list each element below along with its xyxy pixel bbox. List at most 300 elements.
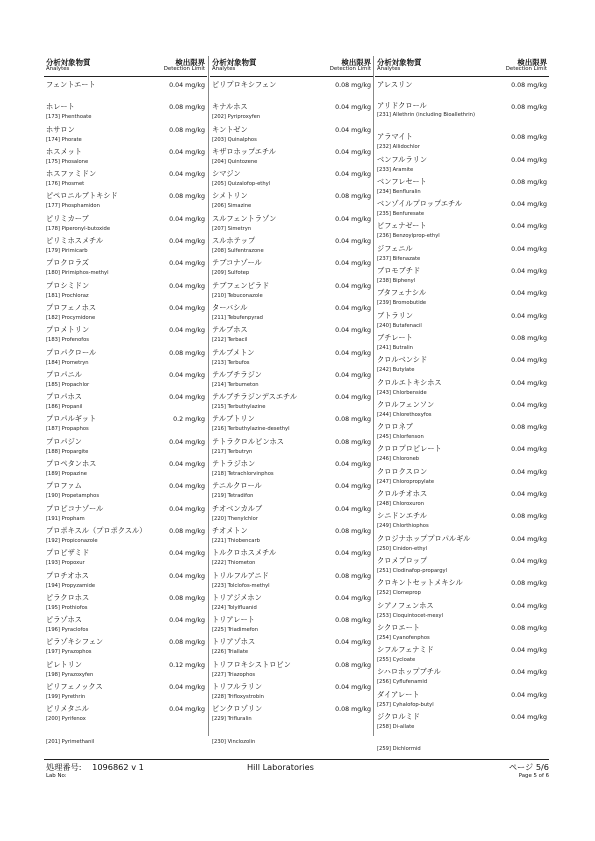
analyte-entry [375,154,549,176]
analyte-name-jp: テトラジホン [212,459,256,469]
analyte-name-jp: ピラゾホス [46,615,82,625]
analyte-entry [375,466,549,488]
analyte-name-en: [183] Profenofos [46,337,90,344]
analyte-name-en: [214] Terbumeton [212,381,259,388]
analyte-entry [210,101,373,123]
analyte-name-jp: テブフェンピラド [212,280,270,290]
analyte-name-jp: シクロエート [377,622,420,632]
analyte-name-jp: キントゼン [212,124,248,134]
analyte-column-1 [44,56,207,745]
analyte-entry [375,131,549,153]
analyte-name-jp: ピラクロホス [46,592,90,602]
analyte-entry [375,198,549,220]
analyte-name-jp: ホスファミドン [46,169,97,179]
detection-limit: 0.04 mg/kg [169,706,205,714]
analyte-name-jp: テルブトリン [212,414,255,424]
analyte-name-en: [246] Chloroneb [377,456,420,463]
analyte-name-jp: トリルフルアニド [212,570,269,580]
analyte-name-en: [257] Cyhalofop-butyl [377,701,434,708]
analyte-entry [375,666,549,688]
analyte-name-en: [255] Cycloate [377,657,416,664]
analyte-entry [44,101,207,123]
limit-header-en: Detection Limit [163,66,205,72]
analyte-name-jp: ホレート [46,102,75,112]
analyte-name-en: [239] Bromobutide [377,300,427,307]
analyte-entry [210,168,373,190]
analyte-name-en: [182] Procymidone [46,314,96,321]
analyte-name-jp: プロパホス [46,392,82,402]
detection-limit: 0.08 mg/kg [511,134,547,142]
analyte-name-en: [245] Chlorfenson [377,434,424,441]
analyte-name-jp: クロルチオホス [377,489,428,499]
analyte-name-en: [244] Chlorethoxyfos [377,411,432,418]
analyte-name-en: [198] Pyrazoxyfen [46,671,94,678]
analyte-entry [375,510,549,532]
analyte-entry [210,503,373,525]
analyte-name-jp: アラマイト [377,132,413,142]
analyte-name-en: [197] Pyrazophos [46,649,92,656]
analyte-name-en: [210] Tebuconazole [212,292,263,299]
detection-limit: 0.04 mg/kg [335,171,371,179]
lab-number-value: 1096862 v 1 [92,762,144,772]
analyte-name-en: [235] Benfuresate [377,211,425,218]
analyte-name-jp: プロピザミド [46,548,90,558]
analyte-name-jp: クロジナホッププロパルギル [377,533,471,543]
column-header [44,56,207,77]
detection-limit: 0.04 mg/kg [169,617,205,625]
detection-limit: 0.08 mg/kg [335,661,371,669]
detection-limit: 0.08 mg/kg [169,527,205,535]
analyte-name-en: [209] Sulfotep [212,270,250,277]
analyte-entry [44,190,207,212]
analyte-name-en: [252] Clomeprop [377,590,421,597]
analyte-name-jp: ピリプロキシフェン [212,80,277,89]
analyte-name-jp: クロメプロップ [377,555,428,565]
analyte-name-en: [217] Terbutryn [212,448,253,455]
analyte-entry [44,302,207,324]
analyte-name-en: [228] Trifloxystrobin [212,694,264,701]
detection-limit: 0.04 mg/kg [511,468,547,476]
analyte-name-en: [229] Trifluralin [212,716,252,723]
analyte-entry [210,436,373,458]
analyte-name-jp: テニルクロール [212,481,262,491]
analyte-name-jp: ブトラリン [377,310,413,320]
detection-limit: 0.04 mg/kg [335,327,371,335]
analyte-name-en: [234] Benfluralin [377,188,421,195]
analyte-name-en: [237] Bifenazate [377,255,421,262]
analyte-name-jp: プロフェノホス [46,302,97,312]
analyte-name-en: [179] Pirimicarb [46,248,88,255]
analyte-entry [375,622,549,644]
analyte-name-en: [251] Clodinafop-propargyl [377,567,448,574]
analyte-name-jp: ピリフェノックス [46,682,103,692]
analyte-entry [44,369,207,391]
analyte-entry [44,79,207,101]
detection-limit: 0.04 mg/kg [169,371,205,379]
analyte-entry [210,257,373,279]
analyte-entry [210,280,373,302]
detection-limit: 0.08 mg/kg [511,82,547,89]
analyte-name-jp: トリアレート [212,615,255,625]
column-divider [208,56,209,736]
analyte-entry [44,458,207,480]
analyte-entry [375,310,549,332]
analyte-name-jp: キナルホス [212,102,248,112]
analyte-name-en: [173] Phenthoate [46,114,92,121]
analyte-entry [44,636,207,658]
limit-header-jp: 検出限界 [341,58,371,67]
analyte-name-jp: プロシミドン [46,280,90,290]
detection-limit: 0.04 mg/kg [335,282,371,290]
detection-limit: 0.04 mg/kg [511,357,547,365]
detection-limit: 0.04 mg/kg [169,394,205,402]
analyte-entry [44,570,207,592]
analyte-name-en: [192] Propiconazole [46,537,98,544]
analyte-name-en: [242] Butylate [377,367,415,374]
analyte-entry [44,703,207,725]
analyte-name-en: [188] Propargite [46,448,89,455]
analyte-header-en: Analytes [212,66,236,72]
detection-limit: 0.04 mg/kg [511,379,547,387]
analyte-name-jp: クロロクスロン [377,466,428,476]
analyte-entry [210,324,373,346]
analyte-name-jp: ピラゾキシフェン [46,637,104,647]
analyte-name-jp: ピペロニルブトキシド [46,191,118,201]
analyte-name-en: [181] Prochloraz [46,292,89,299]
analyte-name-en: [205] Quizalofop-ethyl [212,181,271,188]
analyte-name-jp: プロペタンホス [46,459,97,469]
analyte-name-en: [175] Phosalone [46,158,89,165]
analyte-name-jp: ピリミホスメチル [46,236,104,246]
analyte-name-jp: クロルベンシド [377,355,428,365]
analyte-name-jp: ピリミカーブ [46,213,89,223]
analyte-name-jp: ブタフェナシル [377,288,427,298]
analyte-name-en: [206] Simazine [212,203,252,210]
analyte-name-en: [222] Thiometon [212,560,256,567]
analyte-name-en: [196] Pyraclofos [46,627,89,634]
analyte-entry [44,347,207,369]
page-number-en: Page 5 of 6 [518,773,549,779]
analyte-name-jp: プロパクロール [46,347,97,357]
analyte-name-en: [184] Prometryn [46,359,89,366]
detection-limit: 0.04 mg/kg [335,550,371,558]
analyte-entry [44,614,207,636]
analyte-entry [375,488,549,510]
detection-limit: 0.04 mg/kg [335,104,371,112]
analyte-entry [44,503,207,525]
analyte-entry [44,659,207,681]
detection-limit: 0.04 mg/kg [169,461,205,469]
detection-limit: 0.04 mg/kg [169,82,205,89]
analyte-entry [44,592,207,614]
analyte-name-jp: クロロネブ [377,422,413,432]
detection-limit: 0.04 mg/kg [511,446,547,454]
column-header [375,56,549,77]
analyte-name-en: [201] Pyrimethanil [46,738,95,745]
column-divider [373,56,374,736]
detection-limit: 0.04 mg/kg [169,483,205,491]
detection-limit: 0.08 mg/kg [169,126,205,134]
analyte-entry [44,324,207,346]
analyte-name-en: [189] Propazine [46,471,87,478]
analyte-name-jp: トリアゾホス [212,637,256,647]
analyte-name-jp: ブロモブチド [377,266,421,276]
analyte-name-jp: スルフェントラゾン [212,213,277,223]
detection-limit: 0.04 mg/kg [169,148,205,156]
page-number-jp: ページ 5/6 [508,762,549,772]
analyte-entry [44,480,207,502]
analyte-name-jp: ダイアレート [377,689,420,699]
analyte-name-jp: トリフロキシストロビン [212,659,291,669]
analyte-entry [210,636,373,658]
detection-limit: 0.04 mg/kg [335,639,371,647]
detection-limit: 0.08 mg/kg [335,527,371,535]
detection-limit: 0.04 mg/kg [511,201,547,209]
analyte-entry [44,726,207,748]
analyte-entry [210,146,373,168]
analyte-name-jp: シハロホップブチル [377,667,441,677]
analyte-name-en: [178] Piperonyl-butoxide [46,225,111,232]
analyte-name-jp: ホサロン [46,124,75,134]
analyte-name-en: [250] Cinidon-ethyl [377,545,428,552]
analyte-name-jp: プロピコナゾール [46,503,104,513]
analyte-name-jp: シアノフェンホス [377,600,434,610]
column-header [210,56,373,77]
analyte-entry [210,124,373,146]
detection-limit: 0.04 mg/kg [511,223,547,231]
analyte-name-en: [236] Benzoylprop-ethyl [377,233,440,240]
detection-limit: 0.04 mg/kg [511,491,547,499]
detection-limit: 0.04 mg/kg [335,684,371,692]
analyte-name-jp: シフルフェナミド [377,645,434,655]
detection-limit: 0.08 mg/kg [169,349,205,357]
analyte-name-en: [226] Triallate [212,649,249,656]
detection-limit: 0.04 mg/kg [511,535,547,543]
analyte-name-jp: シメトリン [212,191,248,201]
detection-limit: 0.04 mg/kg [169,171,205,179]
analyte-entry [44,257,207,279]
analyte-entry [210,659,373,681]
analyte-name-en: [238] Biphenyl [377,278,416,285]
detection-limit: 0.04 mg/kg [335,126,371,134]
analyte-name-jp: プロパジン [46,436,82,446]
lab-number-label-jp: 処理番号: [46,762,82,772]
analyte-name-jp: トルクロホスメチル [212,548,277,558]
analyte-name-en: [213] Terbufos [212,359,250,366]
detection-limit: 0.04 mg/kg [335,394,371,402]
detection-limit: 0.04 mg/kg [169,684,205,692]
analyte-header-en: Analytes [46,66,70,72]
analyte-entry [375,689,549,711]
detection-limit: 0.08 mg/kg [169,639,205,647]
analyte-name-en: [240] Butafenacil [377,322,422,329]
analyte-entry [375,443,549,465]
analyte-name-en: [187] Propaphos [46,426,89,433]
detection-limit: 0.04 mg/kg [335,215,371,223]
analyte-entry [210,614,373,636]
analyte-entry [44,168,207,190]
analyte-name-en: [190] Propetamphos [46,493,100,500]
detection-limit: 0.08 mg/kg [335,193,371,201]
analyte-header-jp: 分析対象物質 [46,58,91,67]
footer-rule [44,759,549,760]
analyte-entry [44,213,207,235]
analyte-name-en: [203] Quinalphos [212,136,257,143]
detection-limit: 0.08 mg/kg [511,424,547,432]
detection-limit: 0.04 mg/kg [169,282,205,290]
analyte-entry [44,436,207,458]
analyte-entry [210,391,373,413]
analyte-name-en: [218] Tetrachlorvinphos [212,471,274,478]
analyte-name-en: [248] Chloroxuron [377,501,424,508]
detection-limit: 0.08 mg/kg [511,624,547,632]
detection-limit: 0.08 mg/kg [511,580,547,588]
analyte-name-jp: ビフェナゼート [377,221,427,231]
detection-limit: 0.04 mg/kg [511,312,547,320]
analyte-name-en: [227] Triazophos [212,671,256,678]
analyte-name-en: [224] Tolylfluanid [212,604,257,611]
analyte-entry [210,347,373,369]
detection-limit: 0.04 mg/kg [335,505,371,513]
analyte-entry [44,391,207,413]
detection-limit: 0.04 mg/kg [169,215,205,223]
analyte-name-jp: トリアジメホン [212,592,262,602]
detection-limit: 0.04 mg/kg [335,461,371,469]
lab-number-label-en: Lab No: [46,773,67,779]
analyte-name-jp: プロメトリン [46,325,90,335]
analyte-name-en: [195] Prothiofos [46,604,88,611]
analyte-name-jp: シマジン [212,169,241,179]
detection-limit: 0.08 mg/kg [511,178,547,186]
detection-limit: 0.08 mg/kg [169,104,205,112]
analyte-column-2 [210,56,373,745]
analyte-name-en: [202] Pyriproxyfen [212,114,261,121]
analyte-entry [375,79,549,101]
analyte-name-jp: クロロプロピレート [377,444,442,454]
detection-limit: 0.04 mg/kg [335,349,371,357]
analyte-entry [375,555,549,577]
analyte-name-en: [232] Allidochlor [377,144,420,151]
detection-limit: 0.04 mg/kg [335,260,371,268]
analyte-header-en: Analytes [377,66,401,72]
detection-limit: 0.04 mg/kg [169,260,205,268]
analyte-entry [210,547,373,569]
analyte-name-en: [176] Phosmet [46,181,85,188]
analyte-name-en: [180] Pirimiphos-methyl [46,270,109,277]
analyte-entry [210,592,373,614]
analyte-name-en: [230] Vinclozolin [212,738,256,745]
detection-limit: 0.08 mg/kg [335,706,371,714]
analyte-entry [210,570,373,592]
detection-limit: 0.04 mg/kg [511,691,547,699]
analyte-name-jp: ブチレート [377,332,413,342]
analyte-header-jp: 分析対象物質 [212,58,257,67]
analyte-name-jp: テブコナゾール [212,258,262,268]
company-name: Hill Laboratories [247,762,314,772]
limit-header-jp: 検出限界 [517,58,547,67]
detection-limit: 0.04 mg/kg [335,238,371,246]
analyte-name-en: [204] Quintozene [212,158,258,165]
analyte-entry [44,146,207,168]
analyte-name-jp: テルブメトン [212,347,255,357]
analyte-name-jp: シニドンエチル [377,511,427,521]
analyte-entry [375,421,549,443]
analyte-name-jp: プロファム [46,481,82,491]
analyte-entry [210,369,373,391]
analyte-entry [44,681,207,703]
analyte-name-jp: アリドクロール [377,101,427,111]
analyte-name-en: [208] Sulfentrazone [212,248,264,255]
analyte-name-jp: チオメトン [212,525,248,535]
detection-limit: 0.04 mg/kg [511,156,547,164]
detection-limit: 0.12 mg/kg [169,661,205,669]
analyte-name-en: [194] Propyzamide [46,582,96,589]
analyte-name-en: [186] Propanil [46,404,83,411]
detection-limit: 0.04 mg/kg [511,602,547,610]
analyte-name-jp: テルブチラジン [212,369,262,379]
analyte-entry [375,533,549,555]
analyte-name-en: [191] Propham [46,515,85,522]
analyte-name-en: [200] Pyrifenox [46,716,86,723]
analyte-name-jp: プロチオホス [46,570,89,580]
analyte-entry [375,176,549,198]
detection-limit: 0.04 mg/kg [511,245,547,253]
analyte-name-jp: アレスリン [377,80,413,89]
analyte-entry [44,235,207,257]
analyte-entry [210,302,373,324]
limit-header-jp: 検出限界 [175,58,205,67]
analyte-entry [44,547,207,569]
analyte-name-jp: ベンゾイルプロップエチル [377,199,463,209]
analyte-entry [44,124,207,146]
detection-limit: 0.08 mg/kg [335,416,371,424]
detection-limit: 0.2 mg/kg [173,416,205,424]
analyte-name-jp: フェントエート [46,80,96,89]
analyte-entry [375,733,549,755]
analyte-entry [375,600,549,622]
analyte-name-en: [259] Dichlormid [377,746,421,753]
limit-header-en: Detection Limit [505,66,547,72]
analyte-entry [375,354,549,376]
analyte-name-jp: ビンクロゾリン [212,704,263,714]
analyte-name-en: [177] Phosphamidon [46,203,100,210]
analyte-name-jp: トリフルラリン [212,682,263,692]
detection-limit: 0.08 mg/kg [511,513,547,521]
analyte-name-en: [216] Terbuthylazine-desethyl [212,426,290,433]
analyte-entry [210,190,373,212]
analyte-name-en: [258] Di-allate [377,724,415,731]
analyte-name-jp: ジクロルミド [377,712,420,722]
analyte-entry [375,399,549,421]
detection-limit: 0.04 mg/kg [511,647,547,655]
analyte-name-jp: クロルエトキシホス [377,377,442,387]
analyte-name-jp: ジフェニル [377,243,413,253]
analyte-entry [210,480,373,502]
analyte-name-jp: テルブチラジンデスエチル [212,392,298,402]
analyte-name-en: [219] Tetradifon [212,493,254,500]
analyte-name-en: [212] Terbacil [212,337,248,344]
analyte-name-en: [253] Cloquintocet-mexyl [377,612,444,619]
analyte-name-jp: クロキントセットメキシル [377,578,463,588]
detection-limit: 0.08 mg/kg [511,104,547,112]
analyte-name-jp: ホスメット [46,146,82,156]
analyte-entry [375,101,549,131]
analyte-name-en: [225] Triadimefon [212,627,259,634]
analyte-name-jp: スルホテップ [212,236,256,246]
analyte-name-jp: キザロホップエチル [212,146,276,156]
analyte-name-jp: ピレトリン [46,659,82,669]
analyte-entry [375,332,549,354]
